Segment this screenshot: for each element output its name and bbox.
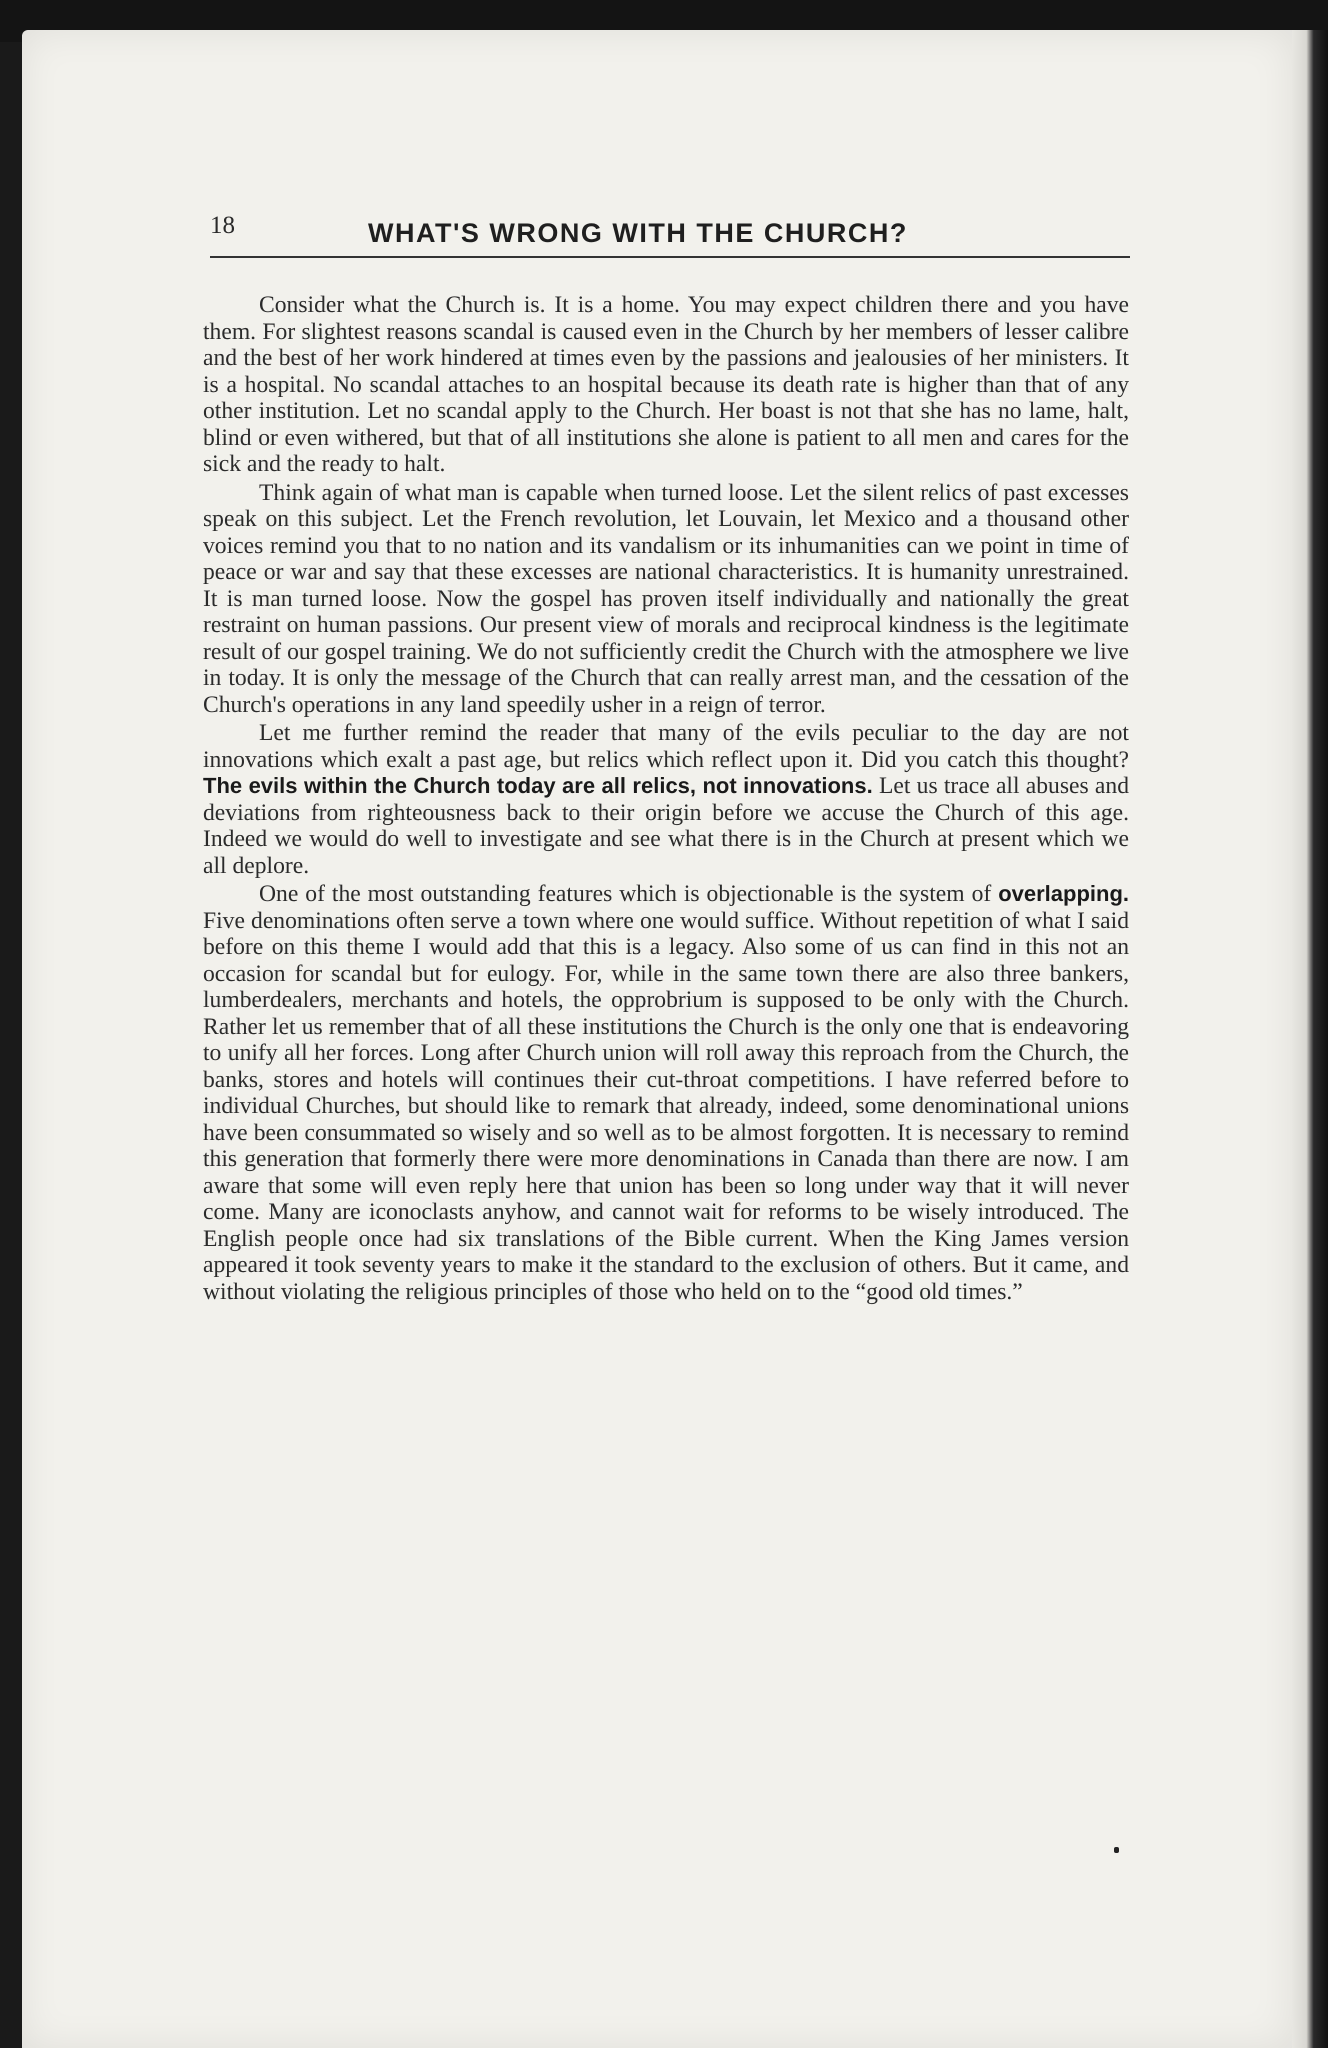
paragraph [203,720,1129,879]
paragraph [203,480,1129,719]
paragraph-text: Let us trace all abuses and deviations from righteousness back to their origin before we accuse the Church of this age. Indeed we would do well to investigate and see what there is in the Church at present which we all deplore. [203,773,1129,879]
bold-emphasis: The evils within the Church today are all relics, not innovations. [203,773,873,798]
paragraph [203,292,1129,478]
page-number: 18 [210,212,235,239]
paragraph-text: One of the most outstanding features which is objectionable is the system of [259,881,999,907]
bold-emphasis: overlapping. [998,881,1129,906]
paragraph-text: Let me further remind the reader that many of the evils peculiar to the day are not innovations which exalt a past age, but relics which reflect upon it. Did you catch this thought? [203,720,1129,773]
running-head-title: WHAT'S WRONG WITH THE CHURCH? [368,218,908,248]
page-header [210,212,1130,258]
speck-mark [1114,1847,1119,1853]
paragraph-text: Five denominations often serve a town where one would suffice. Without repetition of what I said before on this theme I would add that this is a legacy. Also some of us can find in this not an occasion for scandal but for eulogy. For, while in the same town there are also three bankers, lumberdealers, merchants and hotels, the opprobrium is supposed to be only with the Church. Rather let us remember that of all these institutions the Church is the only one that is endeavoring to unify all her forces. Long after Church union will roll away this reproach from the Church, the banks, stores and hotels will continues their cut-throat competitions. I have referred before to individual Churches, but should like to remark that already, indeed, some denominational unions have been consummated so wisely and so well as to be almost forgotten. It is necessary to remind this generation that formerly there were more denominations in Canada than there are now. I am aware that some will even reply here that union has been so long under way that it will never come. Many are iconoclasts anyhow, and cannot wait for reforms to be wisely introduced. The English people once had six translations of the Bible current. When the King James version appeared it took seventy years to make it the standard to the exclusion of others. But it came, and without violating the religious principles of those who held on to the “good old times.” [203,907,1129,1305]
paragraph-text: Consider what the Church is. It is a home. You may expect children there and you have them. For slightest reasons scandal is caused even in the Church by her members of lesser calibre and the best of her work hindered at times even by the passions and jealousies of her ministers. It is a hospital. No scandal attaches to an hospital because its death rate is higher than that of any other institution. Let no scandal apply to the Church. Her boast is not that she has no lame, halt, blind or even withered, but that of all institutions she alone is patient to all men and cares for the sick and the ready to halt. [203,292,1129,477]
page-binding-edge [1292,30,1328,2048]
body-text [203,292,1129,1305]
paragraph-text: Think again of what man is capable when turned loose. Let the silent relics of past excesses speak on this subject. Let the French revolution, let Louvain, let Mexico and a thousand other voices remind you that to no nation and its vandalism or its inhumanities can we point in time of peace or war and say that these excesses are national characteristics. It is humanity unrestrained. It is man turned loose. Now the gospel has proven itself individually and nationally the great restraint on human passions. Our present view of morals and reciprocal kindness is the legitimate result of our gospel training. We do not sufficiently credit the Church with the atmosphere we live in today. It is only the message of the Church that can really arrest man, and the cessation of the Church's operations in any land speedily usher in a reign of terror. [203,479,1129,718]
paragraph [203,881,1129,1305]
